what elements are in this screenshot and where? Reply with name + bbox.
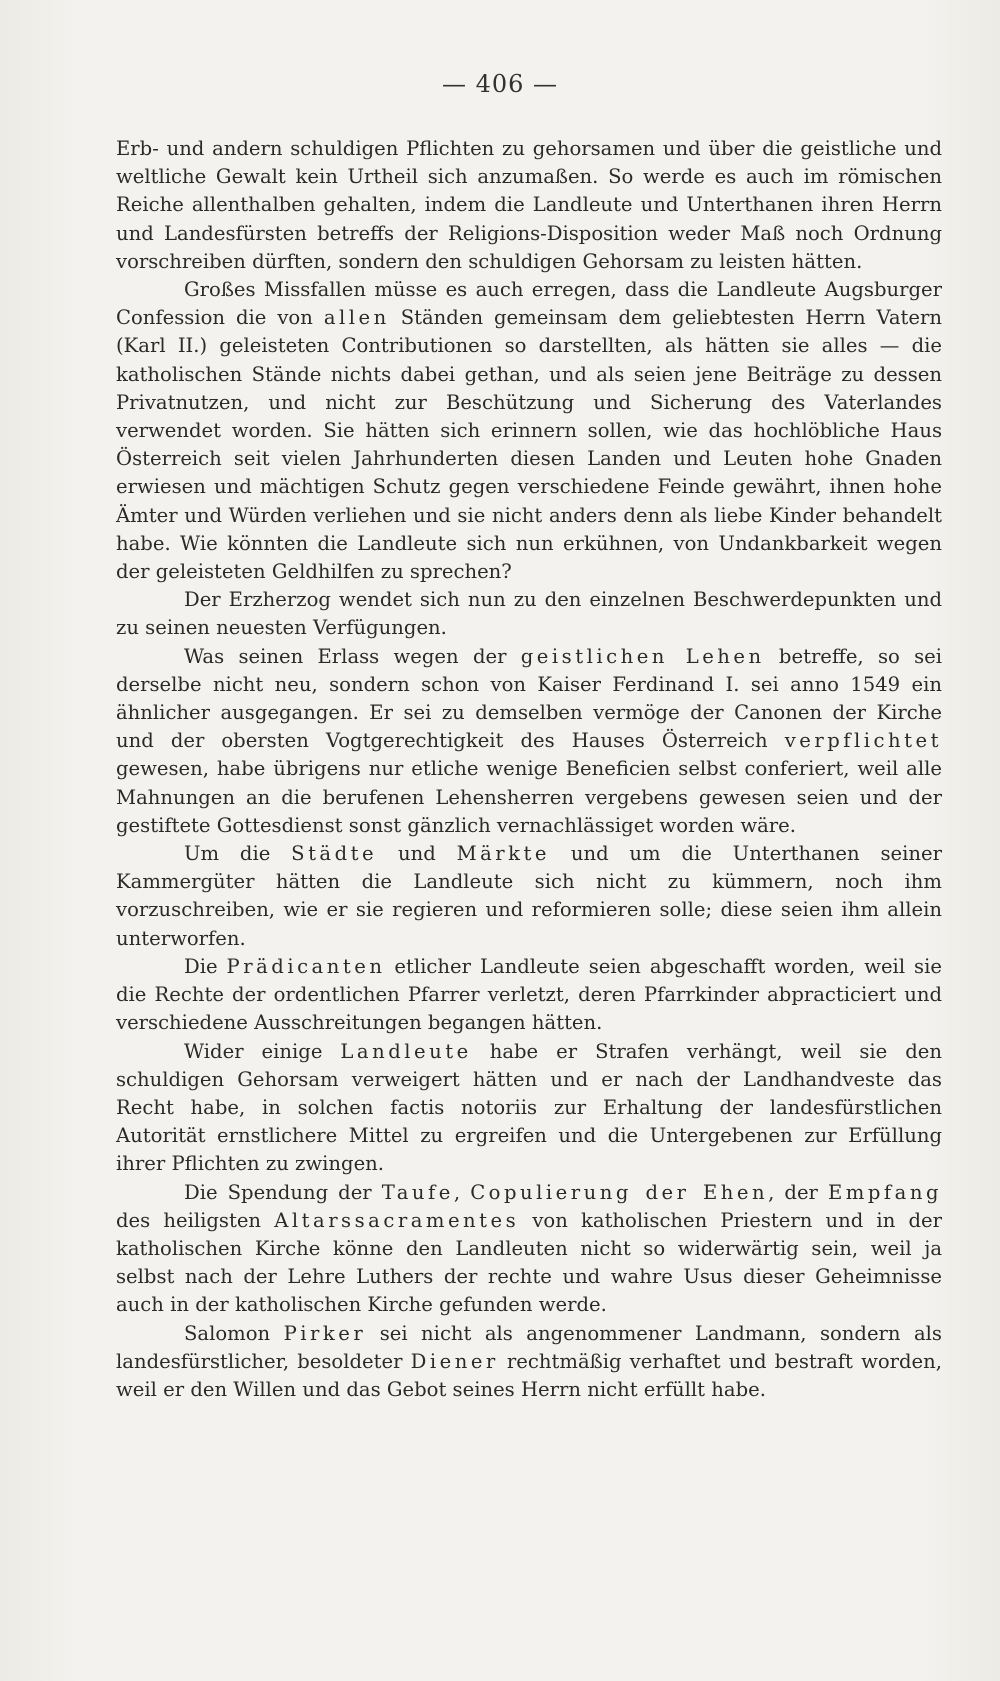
spaced-emphasis-text: Landleute <box>340 1039 472 1063</box>
paragraph-text: Wider einige <box>184 1039 341 1063</box>
spaced-emphasis-text: Märkte <box>456 842 551 866</box>
paragraph <box>116 1320 942 1405</box>
paragraph-text: Was seinen Erlass wegen der <box>184 644 521 668</box>
paragraph-text: und <box>377 842 457 866</box>
spaced-emphasis-text: Empfang <box>827 1180 942 1204</box>
paragraph-text: Die Spendung der <box>184 1180 382 1204</box>
paragraph <box>116 643 942 840</box>
paragraph-text: und um die Unterthanen seiner Kammergüter hätten die Landleute sich nicht zu kümmern, noch ihm vorzuschreiben, wie er sie regieren und reformieren solle; diese seien ihm allein unterworfen. <box>116 842 942 950</box>
spaced-emphasis-text: Prädicanten <box>226 954 386 978</box>
paragraph-text: betreffe, so sei derselbe nicht neu, sondern schon von Kaiser Ferdinand I. sei anno 1549 ein ähnlicher ausgegangen. Er sei zu demselben vermöge der Canonen der Kirche und der obersten Vogtgerechtigkeit des Hauses Österreich <box>116 644 942 753</box>
spaced-emphasis-text: Pirker <box>283 1321 367 1345</box>
spaced-emphasis-text: Taufe <box>381 1180 454 1204</box>
paragraph <box>116 1038 942 1179</box>
page-body-text <box>116 135 942 1404</box>
paragraph <box>116 953 942 1038</box>
spaced-emphasis-text: verpflichtet <box>784 729 942 753</box>
spaced-emphasis-text: Altarssacramentes <box>274 1208 520 1232</box>
paragraph-text: sei nicht als angenommener Landmann, sondern als landesfürstlicher, besoldeter <box>116 1321 942 1373</box>
paragraph <box>116 276 942 586</box>
paragraph <box>116 840 942 953</box>
spaced-emphasis-text: allen <box>323 306 390 330</box>
paragraph-text: Großes Missfallen müsse es auch erregen, dass die Landleute Augsburger Confession die von <box>116 278 942 330</box>
paragraph-text: , der <box>768 1180 828 1204</box>
paragraph-text: Die <box>184 954 227 978</box>
paragraph-text: gewesen, habe übrigens nur etliche wenige Beneficien selbst conferiert, weil alle Mahnungen an die berufenen Lehensherren vergebens gewesen seien und der gestiftete Gottesdienst sonst gänzlich vernachlässiget worden wäre. <box>116 757 942 837</box>
spaced-emphasis-text: Copulierung der Ehen <box>470 1180 769 1204</box>
spaced-emphasis-text: geistlichen Lehen <box>520 644 765 668</box>
paragraph-text: rechtmäßig verhaftet und bestraft worden, weil er den Willen und das Gebot seines Herrn nicht erfüllt habe. <box>116 1349 942 1401</box>
paragraph-text: etlicher Landleute seien abgeschafft worden, weil sie die Rechte der ordentlichen Pfarrer verletzt, deren Pfarrkinder abpracticiert und verschiedene Ausschreitungen begangen hätten. <box>116 954 942 1035</box>
paragraph <box>116 135 942 276</box>
paragraph-text: Um die <box>184 842 292 866</box>
paragraph-text: Salomon <box>184 1321 284 1345</box>
spaced-emphasis-text: Diener <box>410 1349 499 1373</box>
paragraph-text: von katholischen Priestern und in der katholischen Kirche könne den Landleuten nicht so widerwärtig sein, weil ja selbst nach der Lehre Luthers der rechte und wahre Usus dieser Geheimnisse auch in der katholischen Kirche gefunden werde. <box>116 1208 942 1317</box>
paragraph <box>116 1179 942 1320</box>
paragraph <box>116 586 942 642</box>
paragraph-text: Erb- und andern schuldigen Pflichten zu gehorsamen und über die geistliche und weltliche Gewalt kein Urtheil sich anzumaßen. So werde es auch im römischen Reiche allenthalben gehalten, indem die Landleute und Unterthanen ihren Herrn und Landesfürsten betreffs der Religions-Disposition weder Maß noch Ordnung vorschreiben dürften, sondern den schuldigen Gehorsam zu leisten hätten. <box>116 137 942 273</box>
paragraph-text: habe er Strafen verhängt, weil sie den schuldigen Gehorsam verweigert hätten und er nach der Landhandveste das Recht habe, in solchen factis notoriis zur Erhaltung der landesfürstlichen Autorität ernstlichere Mittel zu ergreifen und die Untergebenen zur Erfüllung ihrer Pflichten zu zwingen. <box>116 1039 942 1176</box>
page-number: — 406 — <box>441 70 559 98</box>
paragraph-text: , <box>453 1180 471 1204</box>
paragraph-text: Der Erzherzog wendet sich nun zu den einzelnen Beschwerdepunkten und zu seinen neuesten Verfügungen. <box>116 588 942 640</box>
spaced-emphasis-text: Städte <box>291 842 378 866</box>
paragraph-text: Ständen gemeinsam dem geliebtesten Herrn Vatern (Karl II.) geleisteten Contributionen so darstellten, als hätten sie alles — die katholischen Stände nichts dabei gethan, und als seien jene Beiträge zu dessen Privatnutzen, und nicht zur Beschützung und Sicherung des Vaterlandes verwendet worden. Sie hätten sich erinnern sollen, wie das hochlöbliche Haus Österreich seit vielen Jahrhunderten diesen Landen und Leuten hohe Gnaden erwiesen und mächtigen Schutz gegen verschiedene Feinde gewährt, ihnen hohe Ämter und Würden verliehen und sie nicht anders denn als liebe Kinder behandelt habe. Wie könnten die Landleute sich nun erkühnen, von Undankbarkeit wegen der geleisteten Geldhilfen zu sprechen? <box>116 306 943 584</box>
paragraph-text: des heiligsten <box>116 1208 275 1232</box>
